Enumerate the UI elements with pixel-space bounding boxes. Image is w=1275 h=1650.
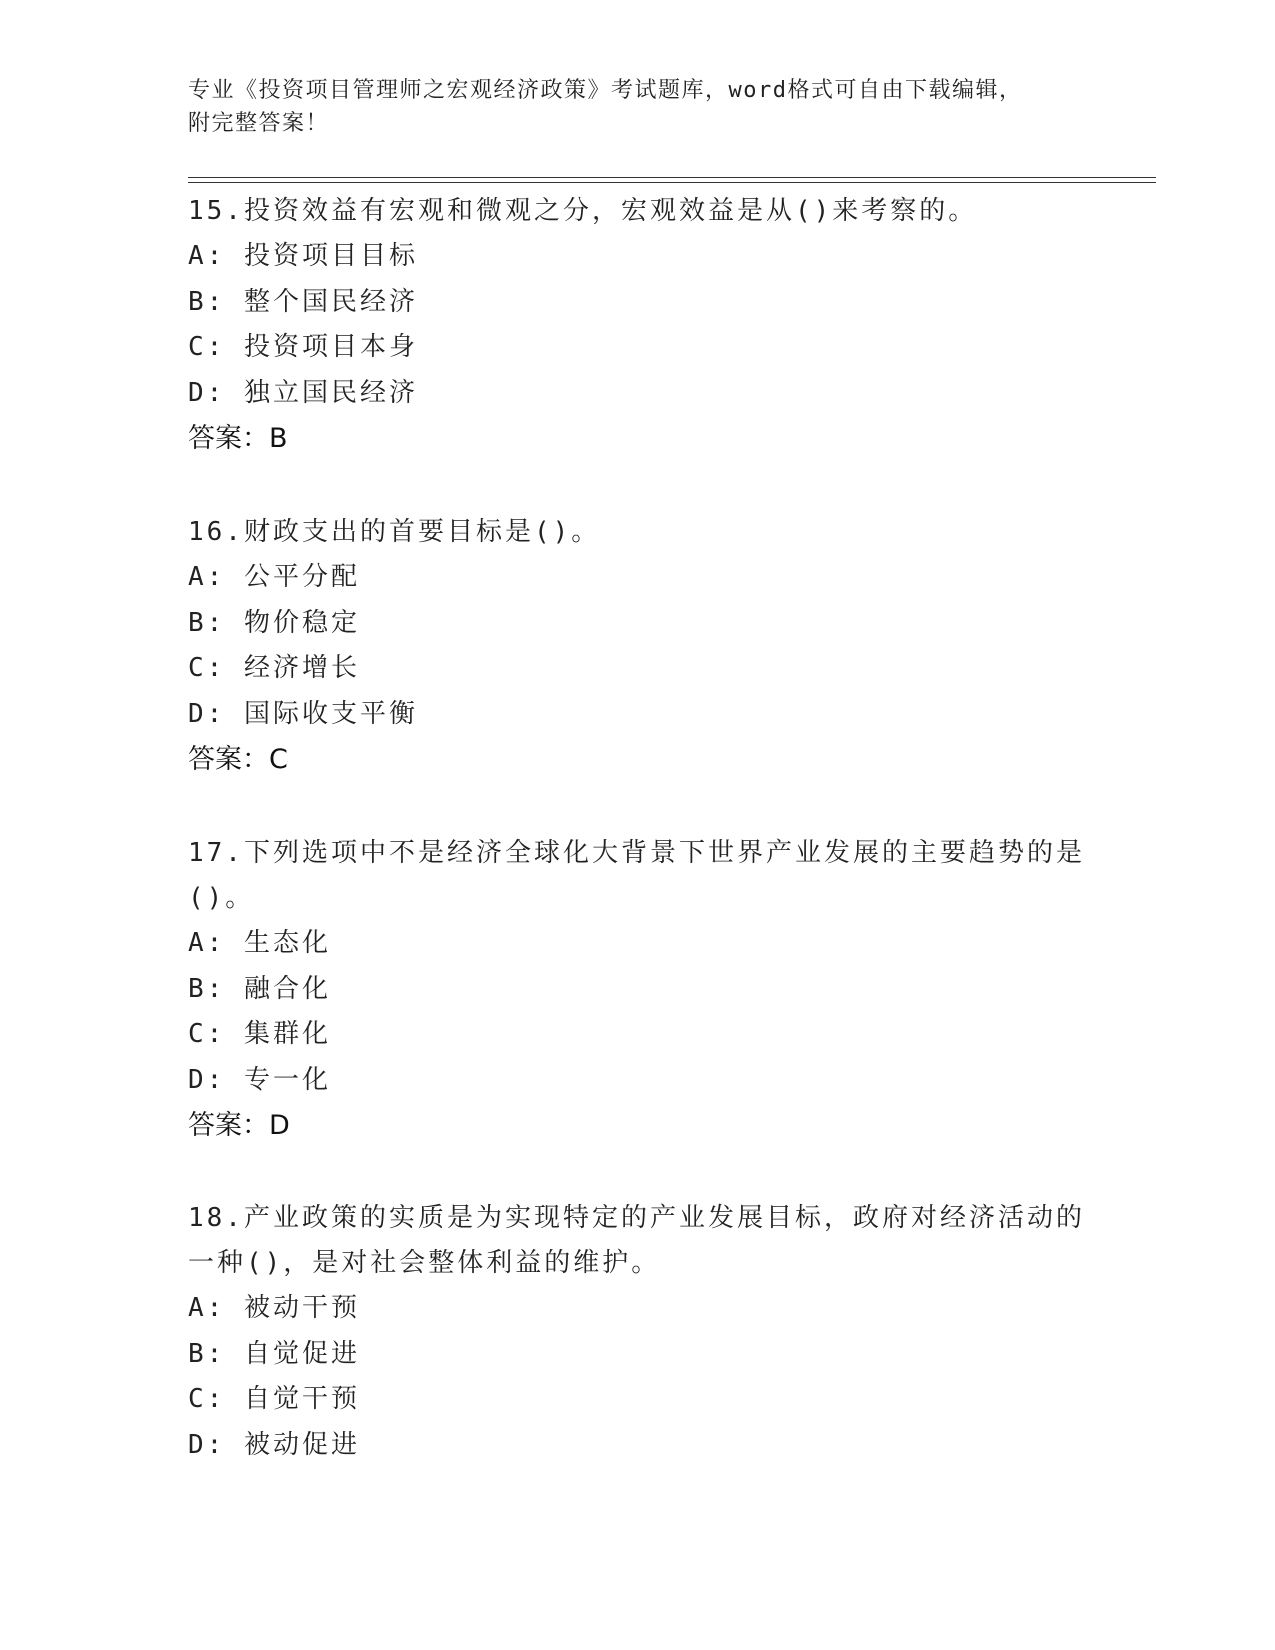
option-label: A: bbox=[188, 928, 226, 958]
option-label: B: bbox=[188, 607, 226, 638]
option-text: 经济增长 bbox=[243, 653, 360, 683]
document-header bbox=[188, 74, 1068, 140]
option-text: 专一化 bbox=[243, 1064, 331, 1095]
option-text: 融合化 bbox=[243, 973, 331, 1004]
question-stem-line-2: 一种()，是对社会整体利益的维护。 bbox=[188, 1248, 661, 1278]
option-text: 集群化 bbox=[243, 1019, 331, 1049]
option-c bbox=[188, 325, 1088, 371]
option-b bbox=[188, 280, 1088, 326]
option-a bbox=[188, 921, 1088, 967]
option-c bbox=[188, 1377, 1088, 1423]
answer-prefix: 答案： bbox=[188, 423, 269, 454]
option-b bbox=[188, 601, 1088, 647]
option-label: B: bbox=[188, 1338, 226, 1369]
question-17 bbox=[188, 831, 1088, 1149]
option-c bbox=[188, 646, 1088, 692]
answer-line bbox=[188, 737, 1088, 783]
option-label: D: bbox=[188, 1429, 226, 1460]
answer-line bbox=[188, 1103, 1088, 1149]
question-stem-line-1: 17.下列选项中不是经济全球化大背景下世界产业发展的主要趋势的是 bbox=[188, 838, 1085, 868]
option-text: 自觉干预 bbox=[243, 1384, 360, 1414]
option-c bbox=[188, 1012, 1088, 1058]
option-label: D: bbox=[188, 1064, 226, 1095]
option-text: 独立国民经济 bbox=[243, 377, 418, 408]
option-a bbox=[188, 234, 1088, 280]
question-stem: 15.投资效益有宏观和微观之分，宏观效益是从()来考察的。 bbox=[188, 196, 978, 226]
option-label: A: bbox=[188, 1293, 226, 1323]
option-text: 整个国民经济 bbox=[243, 286, 418, 317]
option-label: C: bbox=[188, 1019, 226, 1049]
option-label: C: bbox=[188, 653, 226, 683]
option-d bbox=[188, 371, 1088, 417]
option-text: 投资项目目标 bbox=[243, 241, 418, 271]
question-stem-line-1: 18.产业政策的实质是为实现特定的产业发展目标，政府对经济活动的 bbox=[188, 1203, 1085, 1233]
option-label: D: bbox=[188, 698, 226, 729]
option-b bbox=[188, 1332, 1088, 1378]
question-stem: 16.财政支出的首要目标是()。 bbox=[188, 517, 601, 547]
option-a bbox=[188, 555, 1088, 601]
header-line-2: 附完整答案！ bbox=[188, 111, 330, 136]
answer-value: D bbox=[269, 1110, 290, 1141]
option-b bbox=[188, 967, 1088, 1013]
header-divider-bottom bbox=[188, 182, 1156, 183]
option-text: 公平分配 bbox=[243, 562, 360, 592]
option-text: 被动干预 bbox=[243, 1293, 360, 1323]
question-stem-line-2: ()。 bbox=[188, 883, 255, 913]
answer-line bbox=[188, 416, 1088, 462]
answer-prefix: 答案： bbox=[188, 1110, 269, 1141]
option-label: B: bbox=[188, 286, 226, 317]
question-16 bbox=[188, 510, 1088, 783]
question-15 bbox=[188, 189, 1088, 462]
answer-prefix: 答案： bbox=[188, 744, 269, 775]
option-text: 自觉促进 bbox=[243, 1338, 360, 1369]
option-text: 物价稳定 bbox=[243, 607, 360, 638]
option-d bbox=[188, 692, 1088, 738]
option-label: A: bbox=[188, 562, 226, 592]
option-d bbox=[188, 1058, 1088, 1104]
header-divider-top bbox=[188, 177, 1156, 178]
option-label: A: bbox=[188, 241, 226, 271]
option-text: 生态化 bbox=[243, 928, 331, 958]
header-line-1: 专业《投资项目管理师之宏观经济政策》考试题库，word格式可自由下载编辑， bbox=[188, 78, 1023, 103]
option-label: D: bbox=[188, 377, 226, 408]
option-d bbox=[188, 1423, 1088, 1469]
option-text: 被动促进 bbox=[243, 1429, 360, 1460]
answer-value: B bbox=[269, 423, 288, 454]
answer-value: C bbox=[269, 744, 288, 775]
question-18 bbox=[188, 1196, 1088, 1468]
option-text: 投资项目本身 bbox=[243, 332, 418, 362]
option-a bbox=[188, 1286, 1088, 1332]
option-label: C: bbox=[188, 332, 226, 362]
option-text: 国际收支平衡 bbox=[243, 698, 418, 729]
option-label: B: bbox=[188, 973, 226, 1004]
option-label: C: bbox=[188, 1384, 226, 1414]
